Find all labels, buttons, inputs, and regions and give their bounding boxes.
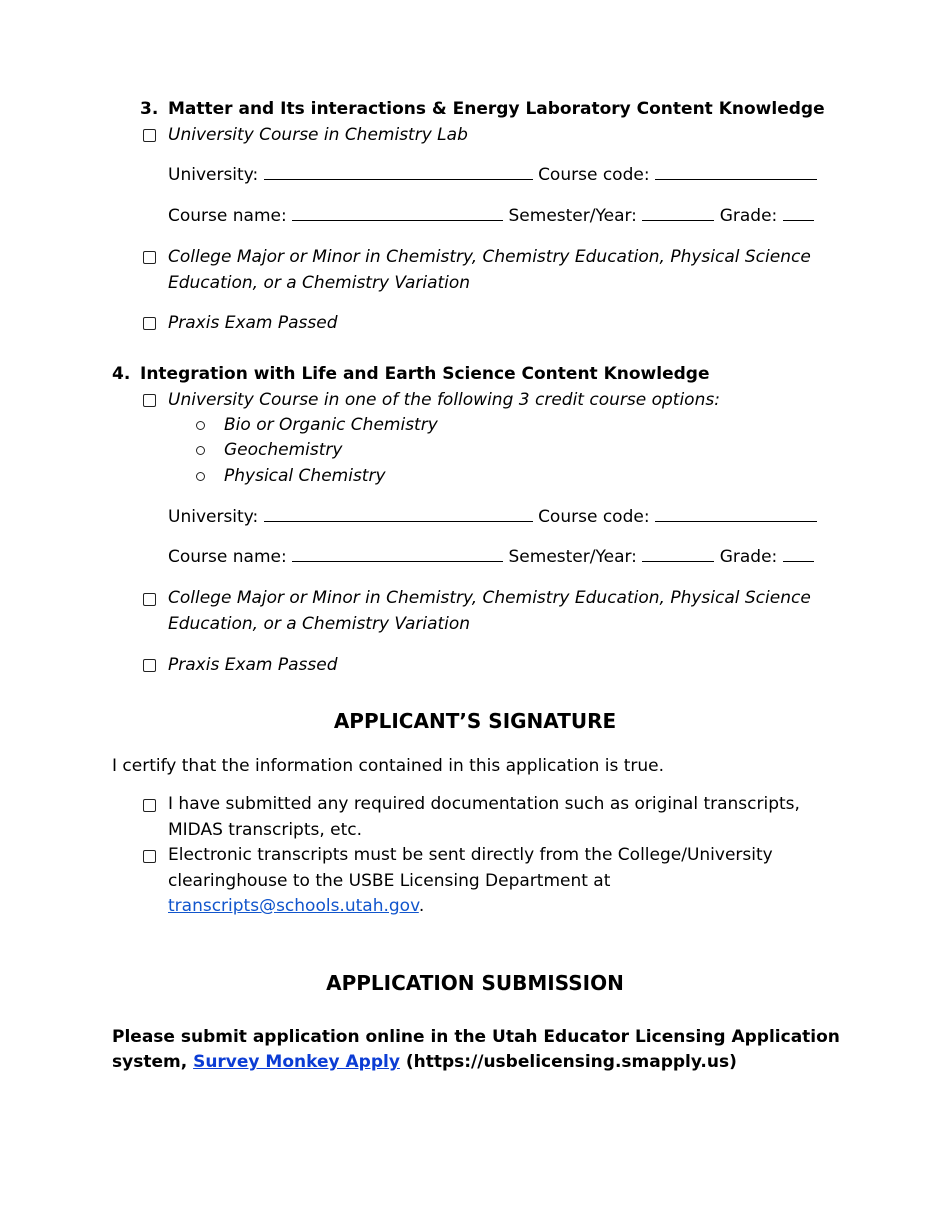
bullet-circle-icon	[196, 446, 205, 455]
submission-line-2	[112, 1050, 737, 1076]
section-4-title: Integration with Life and Earth Science Content Knowledge	[140, 364, 710, 384]
section-4-option-3-label: Praxis Exam Passed	[168, 655, 338, 675]
course-code-label: Course code:	[538, 165, 650, 185]
sub-option-3: Physical Chemistry	[224, 466, 386, 486]
signature-heading: APPLICANT’S SIGNATURE	[333, 709, 617, 733]
electronic-transcripts-checkbox[interactable]	[143, 850, 156, 863]
submission-heading: APPLICATION SUBMISSION	[326, 971, 624, 995]
sub-option-2: Geochemistry	[224, 440, 343, 460]
email-line-period: .	[418, 896, 425, 916]
email-line	[168, 894, 424, 920]
section-3-option-2-checkbox[interactable]	[143, 251, 156, 264]
university-label: University:	[168, 507, 259, 527]
bullet-circle-icon	[196, 421, 205, 430]
sub-option-1: Bio or Organic Chemistry	[224, 415, 438, 435]
section-3-option-2-line-1: College Major or Minor in Chemistry, Chemistry Education, Physical Science	[168, 247, 811, 267]
transcripts-email-link[interactable]: transcripts@schools.utah.gov	[168, 896, 419, 916]
electronic-transcripts-line-1: Electronic transcripts must be sent directly from the College/University	[168, 845, 773, 865]
section-3-option-3-checkbox[interactable]	[143, 317, 156, 330]
submission-line-2-start: system,	[112, 1052, 194, 1072]
semester-label: Semester/Year:	[508, 547, 637, 567]
grade-label: Grade:	[719, 547, 778, 567]
section-3-option-1-label: University Course in Chemistry Lab	[168, 125, 468, 145]
section-3-option-2-line-2: Education, or a Chemistry Variation	[168, 273, 471, 293]
semester-field[interactable]	[642, 546, 714, 562]
section-4-option-3-checkbox[interactable]	[143, 659, 156, 672]
section-3-number: 3.	[140, 99, 159, 119]
section-4-option-2-line-2: Education, or a Chemistry Variation	[168, 614, 471, 634]
section-3-course-row	[168, 204, 814, 230]
section-4-option-2-line-1: College Major or Minor in Chemistry, Chemistry Education, Physical Science	[168, 588, 811, 608]
section-4-option-1-checkbox[interactable]	[143, 394, 156, 407]
bullet-circle-icon	[196, 472, 205, 481]
certify-text: I certify that the information contained in this application is true.	[112, 756, 665, 776]
course-name-label: Course name:	[168, 547, 287, 567]
university-field[interactable]	[264, 164, 533, 180]
section-4-course-row	[168, 545, 814, 571]
grade-label: Grade:	[719, 206, 778, 226]
course-name-field[interactable]	[292, 205, 503, 221]
course-code-field[interactable]	[655, 506, 817, 522]
course-code-label: Course code:	[538, 507, 650, 527]
section-3-option-3-label: Praxis Exam Passed	[168, 313, 338, 333]
grade-field[interactable]	[783, 205, 814, 221]
semester-label: Semester/Year:	[508, 206, 637, 226]
section-4-university-row	[168, 505, 817, 531]
grade-field[interactable]	[783, 546, 814, 562]
section-4-option-1-label: University Course in one of the following 3 credit course options:	[168, 390, 720, 410]
documentation-checkbox[interactable]	[143, 799, 156, 812]
semester-field[interactable]	[642, 205, 714, 221]
documentation-line-2: MIDAS transcripts, etc.	[168, 820, 363, 840]
course-name-label: Course name:	[168, 206, 287, 226]
section-4-option-2-checkbox[interactable]	[143, 593, 156, 606]
section-4-number: 4.	[112, 364, 131, 384]
electronic-transcripts-line-2: clearinghouse to the USBE Licensing Department at	[168, 871, 611, 891]
university-label: University:	[168, 165, 259, 185]
course-code-field[interactable]	[655, 164, 817, 180]
section-3-university-row	[168, 163, 817, 189]
course-name-field[interactable]	[292, 546, 503, 562]
section-3-option-1-checkbox[interactable]	[143, 129, 156, 142]
survey-monkey-apply-link[interactable]: Survey Monkey Apply	[193, 1052, 400, 1072]
submission-line-2-end: (https://usbelicensing.smapply.us)	[399, 1052, 737, 1072]
documentation-line-1: I have submitted any required documentation such as original transcripts,	[168, 794, 800, 814]
submission-line-1: Please submit application online in the Utah Educator Licensing Application	[112, 1027, 840, 1047]
university-field[interactable]	[264, 506, 533, 522]
section-3-title: Matter and Its interactions & Energy Laboratory Content Knowledge	[168, 99, 825, 119]
